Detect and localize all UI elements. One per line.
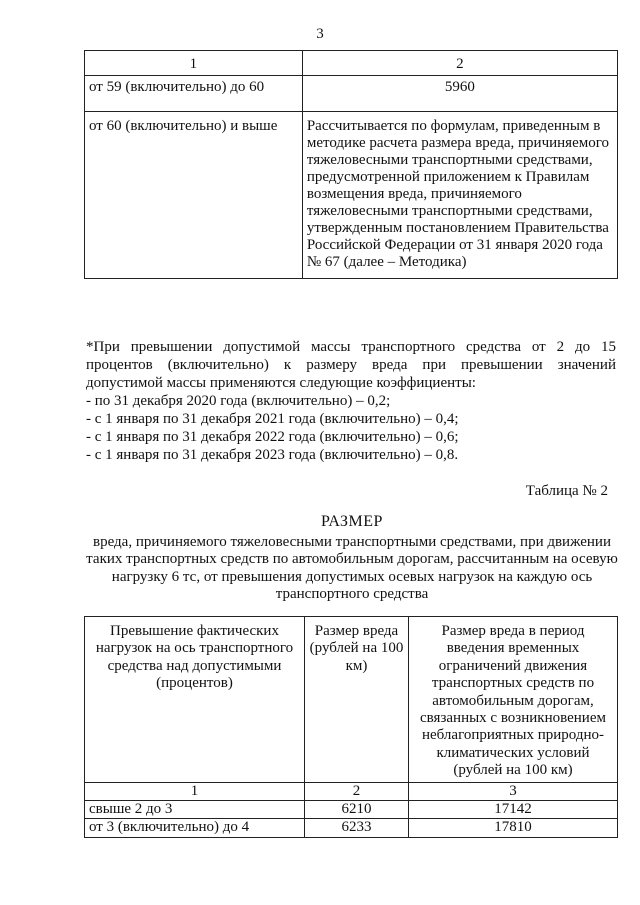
column-number: 2: [305, 782, 409, 800]
column-number-row: [85, 782, 618, 800]
damage-table-2: [84, 616, 618, 838]
page-number: 3: [316, 26, 324, 42]
column-number: 1: [85, 51, 303, 76]
column-header: Превышение фактических нагрузок на ось транспортного средства над допустимыми (процентов): [85, 617, 305, 783]
column-header: Размер вреда (рублей на 100 км): [305, 617, 409, 783]
table-header-row: [85, 617, 618, 783]
damage-cell: 6210: [305, 801, 409, 819]
heading-subtitle: вреда, причиняемого тяжеловесными транспортными средствами, при движении таких транспортных средств по автомобильным дорогам, рассчитанным на осевую нагрузку 6 тс, от превышения допустимых осевых нагрузок на каждую ось транспортного средства: [86, 533, 618, 602]
value-cell: 5960: [302, 76, 617, 112]
damage-cell: 6233: [305, 819, 409, 837]
range-cell: свыше 2 до 3: [85, 801, 305, 819]
column-header: Размер вреда в период введения временных ограничений движения транспортных средств по автомобильным дорогам, связанных с возникновением неблагоприятных природно-климатических условий (рублей на 100 км): [409, 617, 618, 783]
table-row: [85, 819, 618, 837]
range-cell: от 3 (включительно) до 4: [85, 819, 305, 837]
damage-restricted-cell: 17810: [409, 819, 618, 837]
heading-title: РАЗМЕР: [321, 513, 383, 530]
column-number: 1: [85, 782, 305, 800]
column-number: 2: [302, 51, 617, 76]
note-item: - с 1 января по 31 декабря 2023 года (включительно) – 0,8.: [86, 447, 459, 463]
table-row: [85, 801, 618, 819]
note-item: - по 31 декабря 2020 года (включительно) – 0,2;: [86, 393, 391, 409]
table-row: [85, 112, 618, 279]
column-number: 3: [409, 782, 618, 800]
damage-table-continuation: [84, 50, 618, 279]
note-item: - с 1 января по 31 декабря 2021 года (включительно) – 0,4;: [86, 411, 459, 427]
note-intro: *При превышении допустимой массы транспортного средства от 2 до 15 процентов (включительно) к размеру вреда при превышении значений допустимой массы применяются следующие коэффициенты:: [86, 339, 616, 391]
damage-restricted-cell: 17142: [409, 801, 618, 819]
value-cell: Рассчитывается по формулам, приведенным в методике расчета размера вреда, причиняемого тяжеловесными транспортными средствами, предусмотренной приложением к Правилам возмещения вреда, причиняемого тяжеловесными транспортными средствами, утвержденным постановлением Правительства Российской Федерации от 31 января 2020 года № 67 (далее – Методика): [302, 112, 617, 279]
coefficients-note: [86, 338, 616, 464]
table-row: [85, 76, 618, 112]
table-header-row: [85, 51, 618, 76]
range-cell: от 59 (включительно) до 60: [85, 76, 303, 112]
table-label: Таблица № 2: [525, 483, 608, 499]
note-item: - с 1 января по 31 декабря 2022 года (включительно) – 0,6;: [86, 429, 459, 445]
section-heading: [82, 513, 622, 604]
range-cell: от 60 (включительно) и выше: [85, 112, 303, 279]
